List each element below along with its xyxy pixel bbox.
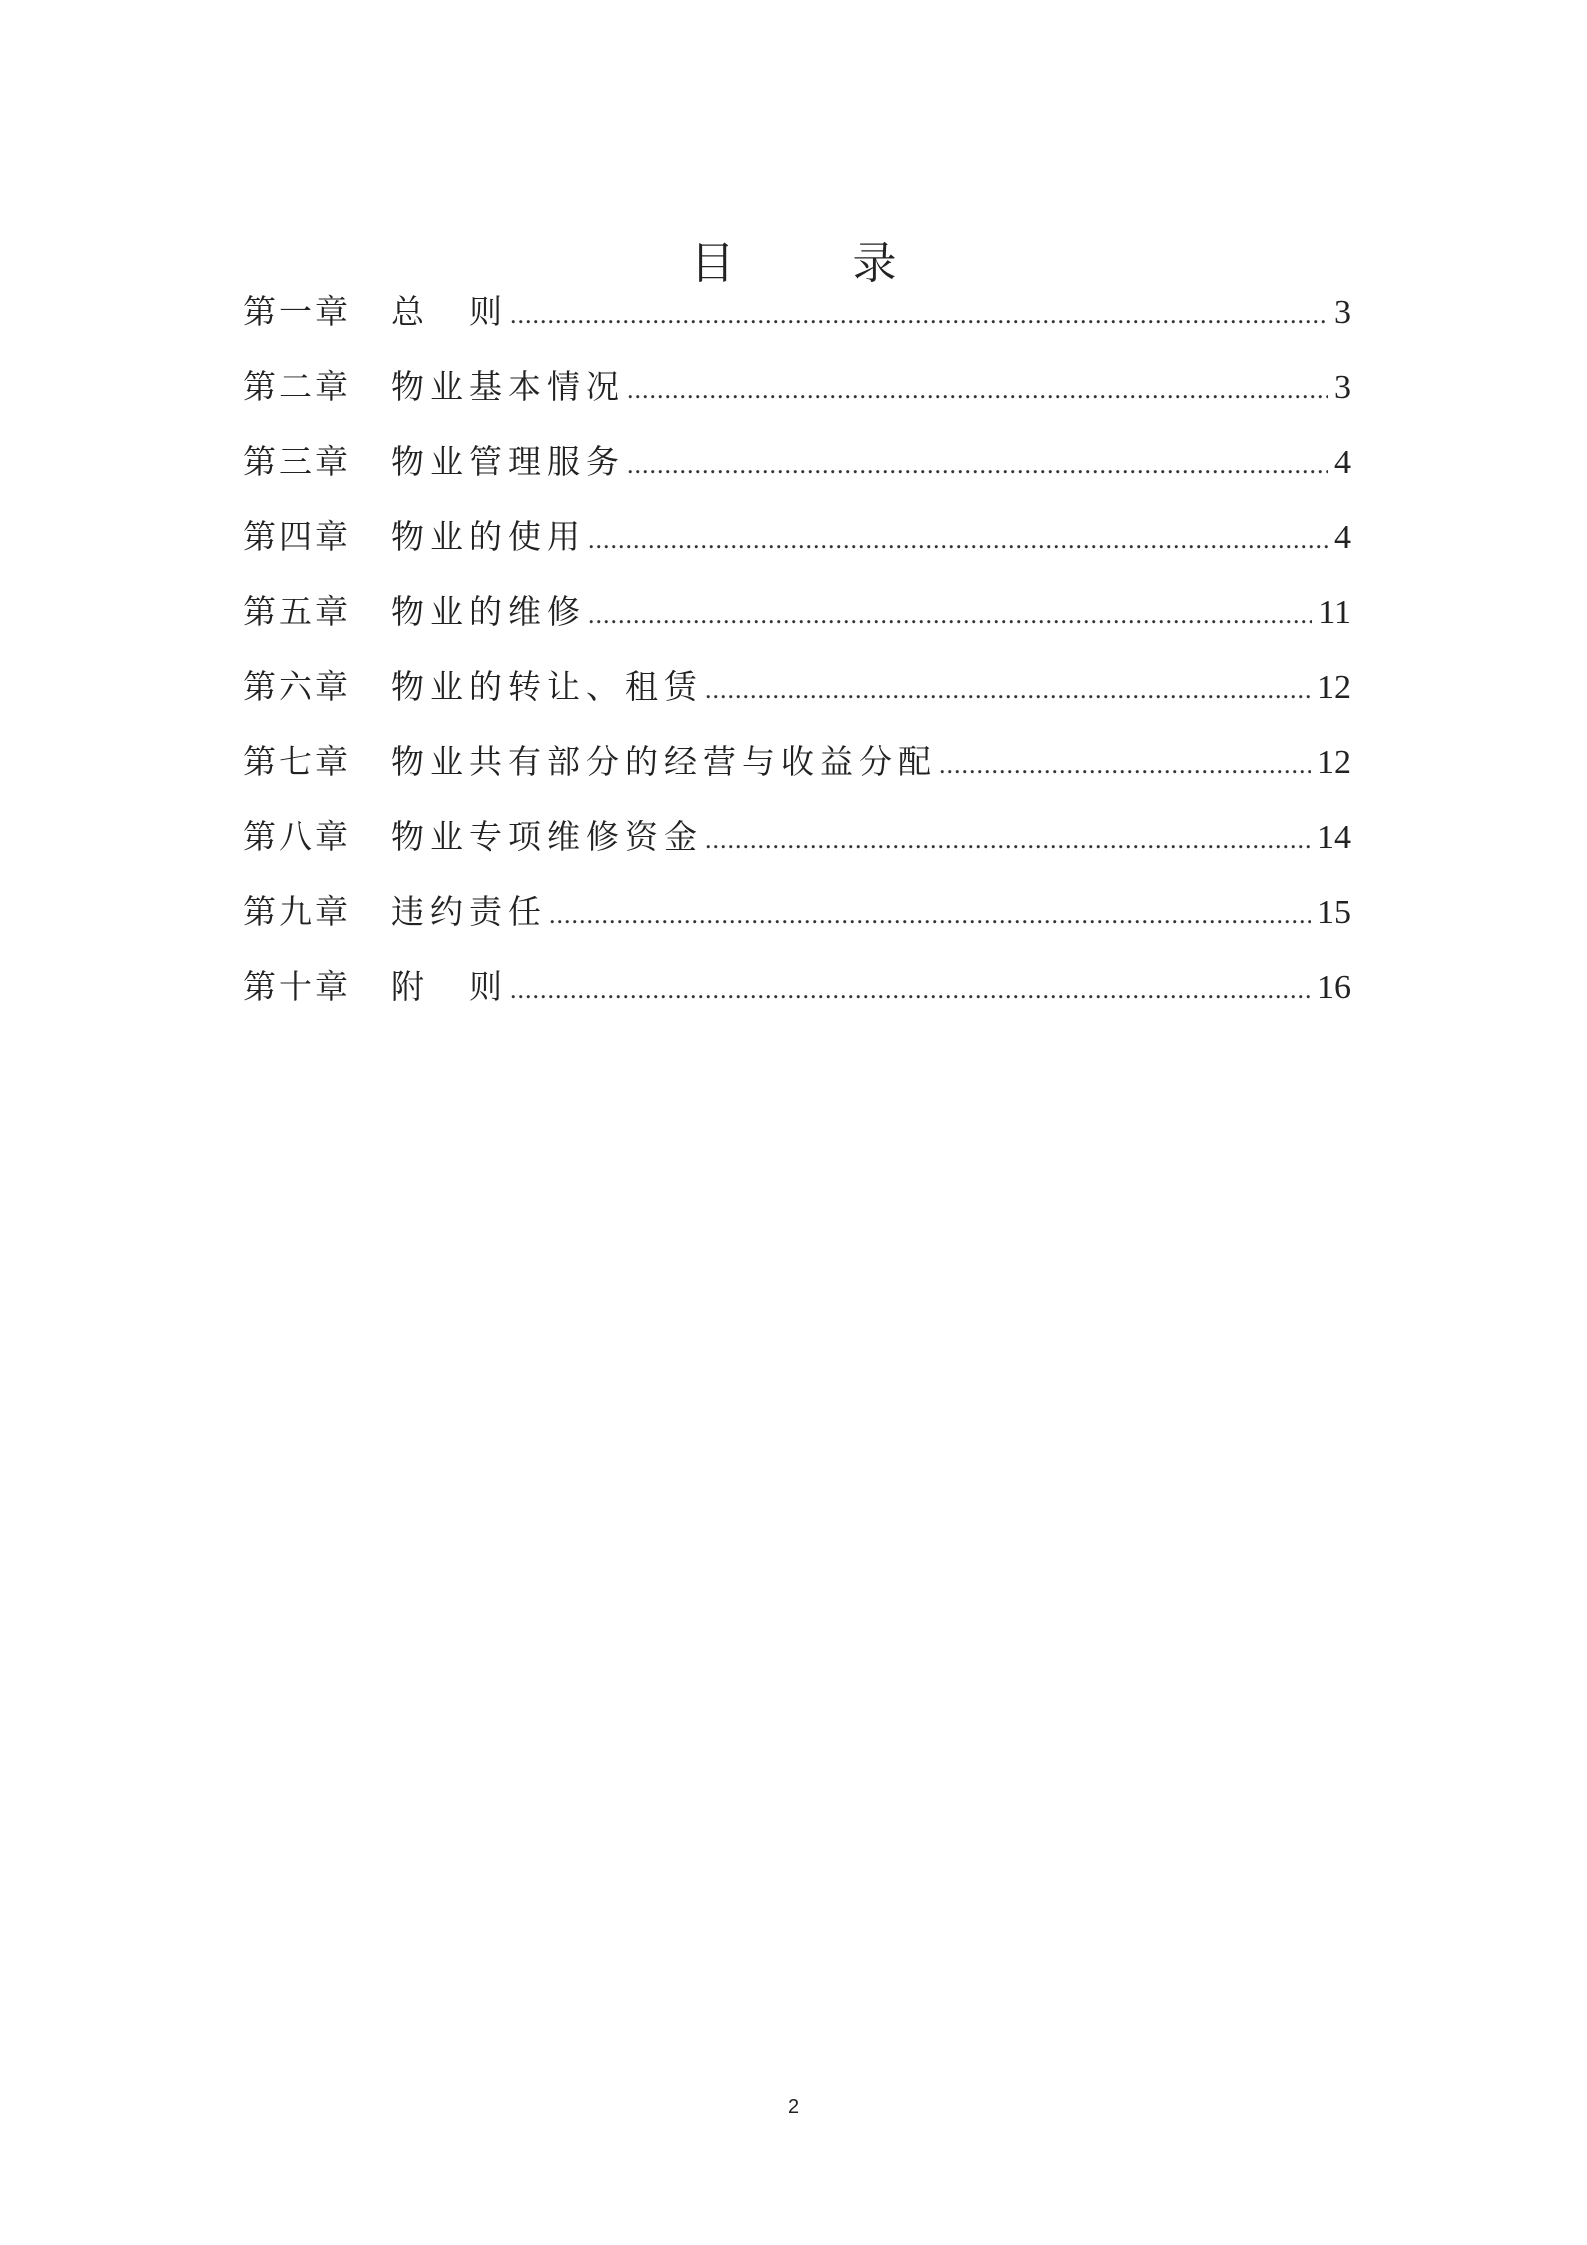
toc-entry[interactable] [243,958,1351,1033]
toc-chapter-name: 物业基本情况 [391,367,625,406]
toc-dot-leader [510,286,1328,344]
toc-dot-leader [705,811,1311,869]
toc-chapter-label: 第十章 [243,967,351,1006]
toc-page-number: 12 [1317,669,1351,706]
toc-chapter-label: 第九章 [243,892,351,931]
toc-entry[interactable] [243,658,1351,733]
toc-page-number: 4 [1334,444,1351,481]
toc-chapter-name: 违约责任 [391,892,547,931]
toc-chapter-name: 物业管理服务 [391,442,625,481]
toc-dot-leader [627,436,1328,494]
toc-chapter-label: 第三章 [243,442,351,481]
toc-chapter-name: 物业的转让、租赁 [391,667,703,706]
toc-page-number: 4 [1334,519,1351,556]
toc-page-number: 14 [1317,819,1351,856]
toc-page-number: 3 [1334,369,1351,406]
toc-page-number: 11 [1318,594,1351,631]
toc-chapter-name: 物业专项维修资金 [391,817,703,856]
toc-title: 目 录 [690,238,949,290]
toc-chapter-label: 第四章 [243,517,351,556]
toc-chapter-label: 第七章 [243,742,351,781]
toc-chapter-name: 物业的使用 [391,517,586,556]
toc-entry[interactable] [243,883,1351,958]
toc-page-number: 3 [1334,294,1351,331]
toc-chapter-label: 第二章 [243,367,351,406]
toc-entry[interactable] [243,733,1351,808]
toc-list [243,283,1351,1033]
toc-chapter-label: 第一章 [243,292,351,331]
toc-entry[interactable] [243,433,1351,508]
toc-entry[interactable] [243,508,1351,583]
toc-page-number: 12 [1317,744,1351,781]
toc-dot-leader [588,511,1328,569]
toc-page-number: 16 [1317,969,1351,1006]
toc-entry[interactable] [243,283,1351,358]
toc-chapter-name: 附 则 [391,967,508,1006]
toc-chapter-name: 物业共有部分的经营与收益分配 [391,742,937,781]
page-number: 2 [787,2096,800,2118]
toc-dot-leader [549,886,1311,944]
toc-page-number: 15 [1317,894,1351,931]
toc-dot-leader [510,961,1311,1019]
toc-dot-leader [939,736,1311,794]
toc-entry[interactable] [243,808,1351,883]
toc-chapter-label: 第六章 [243,667,351,706]
toc-entry[interactable] [243,358,1351,433]
toc-entry[interactable] [243,583,1351,658]
toc-chapter-label: 第五章 [243,592,351,631]
toc-dot-leader [705,661,1311,719]
toc-chapter-name: 物业的维修 [391,592,586,631]
toc-dot-leader [627,361,1328,419]
toc-dot-leader [588,586,1312,644]
toc-chapter-label: 第八章 [243,817,351,856]
toc-chapter-name: 总 则 [391,292,508,331]
